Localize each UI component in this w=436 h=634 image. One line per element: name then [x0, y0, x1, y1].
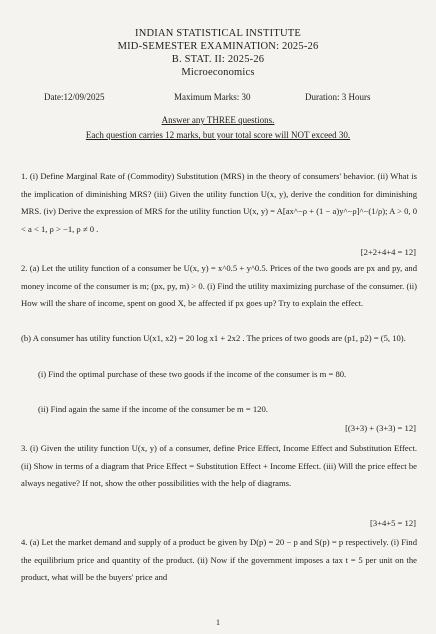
institute-name: INDIAN STATISTICAL INSTITUTE — [135, 28, 301, 39]
program-title: B. STAT. II: 2025-26 — [171, 54, 265, 65]
question-1: 1. (i) Define Marginal Rate of (Commodity) Substitution (MRS) in the theory of consumers' behavior. (ii) What is the implication of diminishing MRS? (iii) Given the utility function U(x, y), derive the condition for diminishing MRS. (iv) Derive the expression of MRS for the utility function U(x, y) = A[ax^−ρ + (1 − a)y^−ρ]^−(1/ρ); A > 0, 0 < a < 1, ρ > −1, ρ ≠ 0 . — [21, 171, 417, 234]
instruction-answer-three: Answer any THREE questions. — [161, 115, 275, 125]
duration: Duration: 3 Hours — [305, 92, 371, 102]
question-4: 4. (a) Let the market demand and supply of a product be given by D(p) = 20 − p and S(p) = p respectively. (i) Find the equilibrium price and quantity of the product. (ii) Now if the government imposes a tax t = 5 per unit on the product, what will be the buyers' price and — [21, 537, 417, 582]
question-2b: (b) A consumer has utility function U(x1, x2) = 20 log x1 + 2x2 . The prices of two goods are (p1, p2) = (5, 10). — [21, 333, 406, 343]
question-1-marks: [2+2+4+4 = 12] — [360, 247, 416, 257]
exam-date: Date:12/09/2025 — [44, 92, 105, 102]
subject-title: Microeconomics — [181, 67, 255, 78]
page-number: 1 — [216, 618, 220, 627]
question-2b-ii: (ii) Find again the same if the income of the consumer be m = 120. — [38, 404, 268, 414]
exam-title: MID-SEMESTER EXAMINATION: 2025-26 — [117, 41, 319, 52]
instruction-marks-note: Each question carries 12 marks, but your total score will NOT exceed 30. — [85, 130, 351, 140]
question-3-marks: [3+4+5 = 12] — [369, 518, 416, 528]
question-3: 3. (i) Given the utility function U(x, y) of a consumer, define Price Effect, Income Effect and Substitution Effect. (ii) Show in terms of a diagram that Price Effect = Substitution Effect + Income Effect. (iii) Will the price effect be always negative? If not, show the other possibilities with the help of diagrams. — [21, 443, 417, 488]
max-marks: Maximum Marks: 30 — [174, 92, 251, 102]
question-2a: 2. (a) Let the utility function of a consumer be U(x, y) = x^0.5 + y^0.5. Prices of the two goods are px and py, and money income of the consumer is m; (px, py, m) > 0. (i) Find the utility maximizing purchase of the consumer. (ii) How will the share of income, spent on good X, be affected if px goes up? Try to explain the effect. — [21, 263, 417, 308]
question-2-marks: [(3+3) + (3+3) = 12] — [345, 423, 416, 433]
question-2b-i: (i) Find the optimal purchase of these two goods if the income of the consumer is m = 80. — [38, 369, 347, 379]
